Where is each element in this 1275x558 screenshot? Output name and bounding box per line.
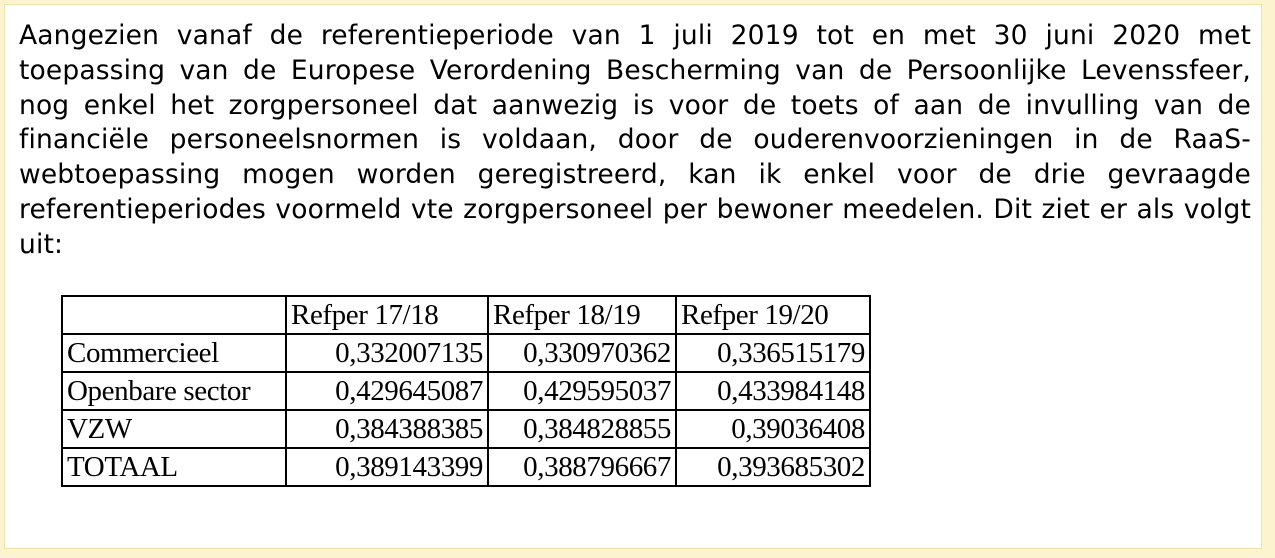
table-header-cell <box>62 296 286 334</box>
table-cell: 0,39036408 <box>676 410 870 448</box>
row-label: Commercieel <box>62 334 286 372</box>
table-cell: 0,330970362 <box>488 334 676 372</box>
table-cell: 0,389143399 <box>286 448 488 486</box>
row-label: Openbare sector <box>62 372 286 410</box>
table-cell: 0,384828855 <box>488 410 676 448</box>
table-row <box>62 448 870 486</box>
table-header-cell: Refper 17/18 <box>286 296 488 334</box>
table-header-row <box>62 296 870 334</box>
table-cell: 0,388796667 <box>488 448 676 486</box>
table-cell: 0,336515179 <box>676 334 870 372</box>
table-row <box>62 334 870 372</box>
body-paragraph: Aangezien vanaf de referentieperiode van 1 juli 2019 tot en met 30 juni 2020 met toepassing van de Europese Verordening Bescherming van de Persoonlijke Levenssfeer, nog enkel het zorgpersoneel dat aanwezig is voor de toets of aan de invulling van de financiële personeelsnormen is voldaan, door de ouderenvoorzieningen in de RaaS-webtoepassing mogen worden geregistreerd, kan ik enkel voor de drie gevraagde referentieperiodes voormeld vte zorgpersoneel per bewoner meedelen. Dit ziet er als volgt uit: <box>19 20 1251 260</box>
table-cell: 0,393685302 <box>676 448 870 486</box>
row-label: VZW <box>62 410 286 448</box>
table-cell: 0,384388385 <box>286 410 488 448</box>
table-row <box>62 372 870 410</box>
table-header-cell: Refper 19/20 <box>676 296 870 334</box>
table-row <box>62 410 870 448</box>
table-cell: 0,433984148 <box>676 372 870 410</box>
table-cell: 0,429645087 <box>286 372 488 410</box>
document-frame <box>4 4 1262 549</box>
row-label: TOTAAL <box>62 448 286 486</box>
table-cell: 0,332007135 <box>286 334 488 372</box>
vte-table <box>61 295 871 487</box>
table-cell: 0,429595037 <box>488 372 676 410</box>
table-header-cell: Refper 18/19 <box>488 296 676 334</box>
